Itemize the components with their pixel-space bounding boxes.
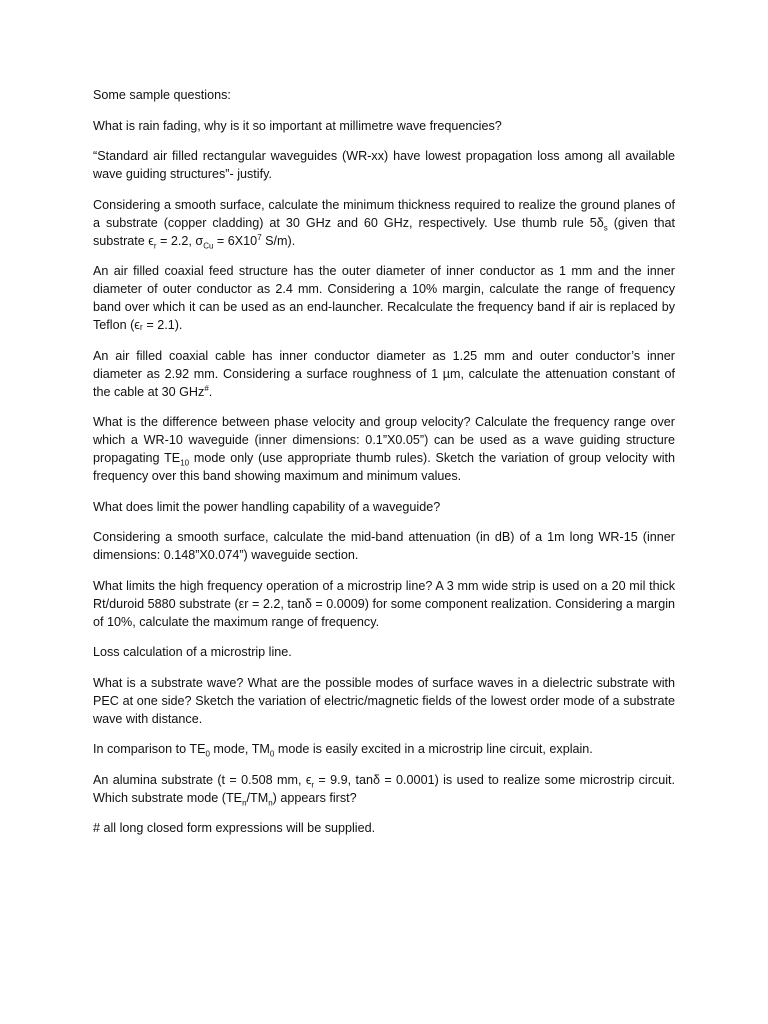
question-waveguide-loss: “Standard air filled rectangular waveguides (WR-xx) have lowest propagation loss among all available wave guiding structures”- justify. xyxy=(93,149,675,181)
question-coaxial-feed: An air filled coaxial feed structure has the outer diameter of inner conductor as 1 mm and the inner diameter of outer conductor as 2.4 mm. Considering a 10% margin, calculate the range of frequency band over which it can be used as an end-launcher. Recalculate the frequency band if air is replaced by Teflon (ϵᵣ = 2.1). xyxy=(93,264,675,332)
q13-text-2: = 9.9, tanδ = 0.0001) is used to realize some microstrip circuit. Which substrate mode (TE xyxy=(93,772,675,805)
q3-text-4: = 6X10 xyxy=(213,233,258,248)
document-heading: Some sample questions: xyxy=(93,88,231,102)
q13-text-1: An alumina substrate (t = 0.508 mm, ϵ xyxy=(93,772,312,787)
q3-sub-2: r xyxy=(153,241,157,251)
q13-sub-1: r xyxy=(311,780,315,790)
q5-sup: # xyxy=(204,383,209,393)
document-page xyxy=(93,86,675,850)
q6-text-2: mode only (use appropriate thumb rules). Sketch the variation of group velocity with frequency over this band showing maximum and minimum values. xyxy=(93,451,675,483)
q13-text-3: /TM xyxy=(246,790,269,805)
q3-sub-3: Cu xyxy=(203,241,214,251)
question-ground-plane-thickness xyxy=(93,196,675,250)
q12-text-2: mode, TM xyxy=(209,742,270,756)
q13-sub-3: n xyxy=(268,798,273,808)
q5-text-1: An air filled coaxial cable has inner conductor diameter as 1.25 mm and outer conductor’s inner diameter as 2.92 mm. Considering a surface roughness of 1 µm, calculate the attenuation constant of the cable at 30 GHz xyxy=(93,348,675,399)
question-te0-tm0 xyxy=(93,740,675,758)
question-substrate-wave: What is a substrate wave? What are the possible modes of surface waves in a dielectric substrate with PEC at one side? Sketch the variation of electric/magnetic fields of the lowest order mode of a substrate wave with distance. xyxy=(93,675,675,726)
question-microstrip-loss: Loss calculation of a microstrip line. xyxy=(93,645,292,659)
q12-text-1: In comparison to TE xyxy=(93,742,206,756)
q3-text-1: Considering a smooth surface, calculate the minimum thickness required to realize the ground planes of a substrate (copper cladding) at 30 GHz and 60 GHz, respectively. Use thumb rule 5δ xyxy=(93,197,675,230)
q3-text-3: = 2.2, σ xyxy=(156,233,204,248)
q3-sub-1: s xyxy=(603,223,608,233)
q12-sub-2: 0 xyxy=(269,749,275,759)
footnote: # all long closed form expressions will be supplied. xyxy=(93,821,376,835)
question-microstrip-frequency: What limits the high frequency operation of a microstrip line? A 3 mm wide strip is used on a 20 mil thick Rt/duroid 5880 substrate (εr = 2.2, tanδ = 0.0009) for some component realization. Considering a margin of 10%, calculate the maximum range of frequency. xyxy=(93,578,675,629)
q13-sub-2: n xyxy=(242,798,247,808)
question-mid-band-attenuation: Considering a smooth surface, calculate the mid-band attenuation (in dB) of a 1m long WR-15 (inner dimensions: 0.148”X0.074”) waveguide section. xyxy=(93,530,675,562)
q6-sub: 10 xyxy=(180,458,190,468)
question-rain-fading: What is rain fading, why is it so important at millimetre wave frequencies? xyxy=(93,118,502,133)
q12-sub-1: 0 xyxy=(205,749,210,759)
question-power-handling: What does limit the power handling capability of a waveguide? xyxy=(93,499,441,514)
question-alumina-substrate xyxy=(93,771,675,807)
q3-text-5: S/m). xyxy=(261,233,296,248)
question-phase-group-velocity xyxy=(93,413,675,485)
q5-text-2: . xyxy=(208,384,213,399)
q3-text-2: (given that substrate ϵ xyxy=(93,215,675,248)
q13-text-4: ) appears first? xyxy=(272,790,357,805)
q6-text-1: What is the difference between phase velocity and group velocity? Calculate the frequency range over which a WR-10 waveguide (inner dimensions: 0.1”X0.05”) can be used as a wave guiding structure propagating TE xyxy=(93,415,675,465)
q3-sup-1: 7 xyxy=(257,232,262,242)
q12-text-3: mode is easily excited in a microstrip line circuit, explain. xyxy=(274,742,593,756)
question-coaxial-attenuation xyxy=(93,347,675,401)
